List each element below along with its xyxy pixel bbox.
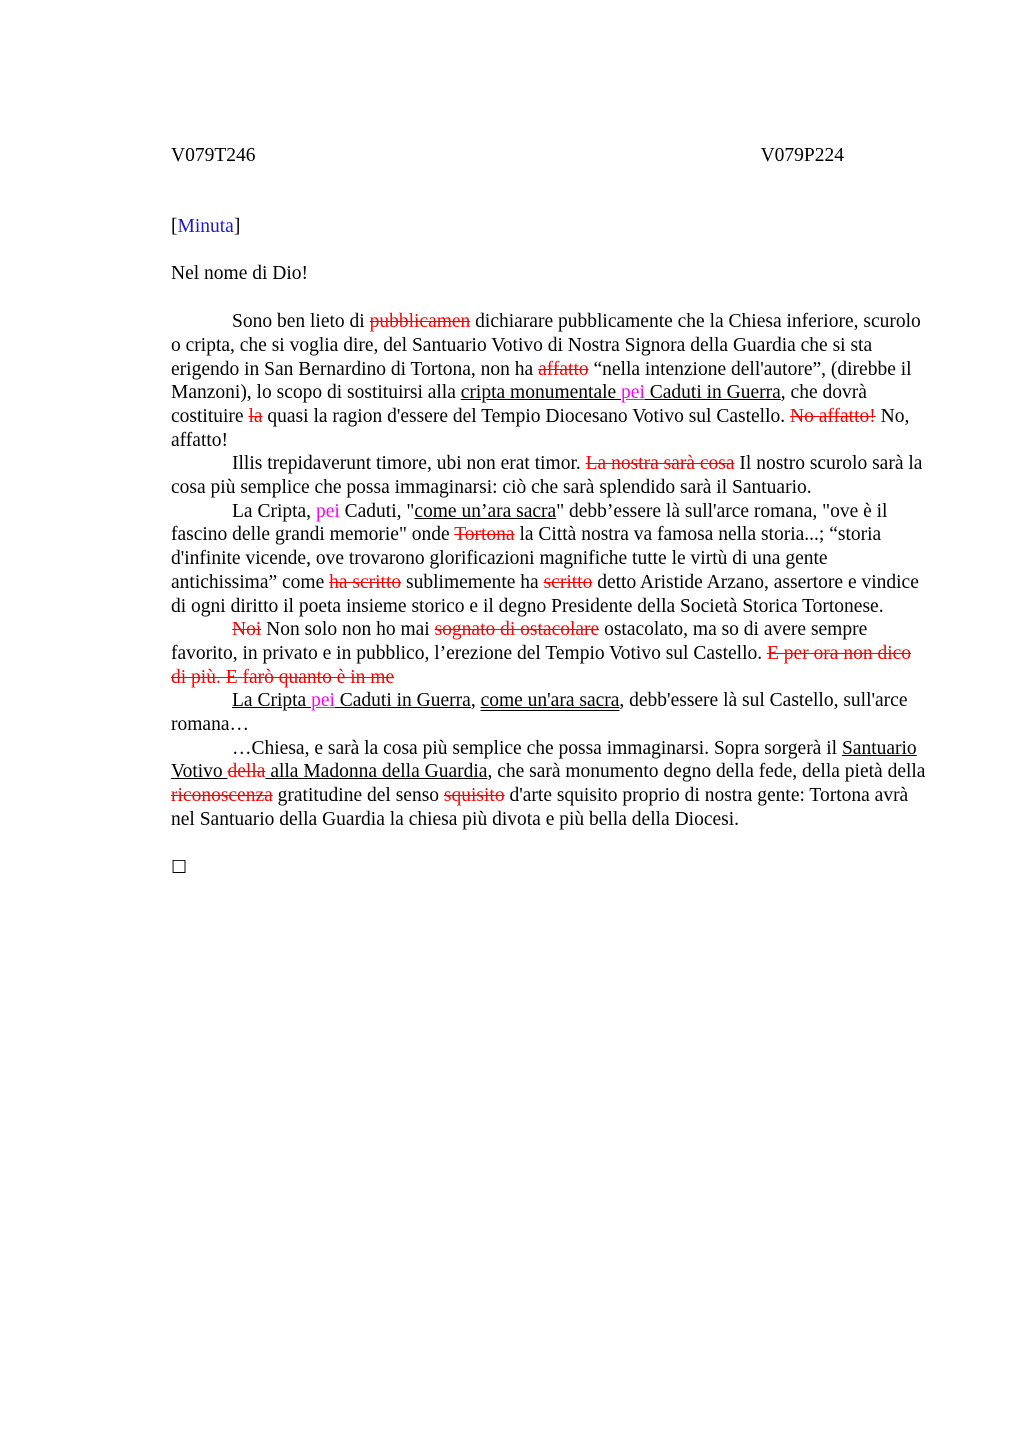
deleted-text: Noi — [232, 619, 262, 641]
bracket-close: ] — [233, 215, 241, 237]
deleted-text: La nostra sarà cosa — [585, 453, 735, 475]
deleted-text: della — [227, 761, 266, 783]
end-mark — [171, 856, 931, 880]
deleted-text: scritto — [543, 571, 593, 593]
deleted-text: Tortona — [454, 524, 515, 546]
underlined-text: come un’ara sacra — [414, 500, 557, 522]
bracket-open: [ — [171, 215, 178, 237]
double-underlined-text: come un'ara sacra — [480, 690, 620, 712]
paragraph-5: La Cripta pei Caduti in Guerra, come un'ara sacra, debb'essere là sul Castello, sull'arce romana… — [171, 690, 908, 736]
inserted-text: pei — [621, 382, 645, 404]
deleted-text: pubblicamen — [369, 311, 471, 333]
checkbox-icon: ☐ — [171, 856, 188, 878]
heading-label: Minuta — [177, 215, 234, 237]
paragraph-1: Sono ben lieto di pubblicamen dichiarare pubblicamente che la Chiesa inferiore, scurolo o cripta, che si voglia dire, del Santuario Votivo di Nostra Signora della Guardia che si sta erigendo in San Bernardino di Tortona, non ha affatto “nella intenzione dell'autore”, (direbbe il Manzoni), lo scopo di sostituirsi alla cripta monumentale pei Caduti in Guerra, che dovrà costituire la quasi la ragion d'essere del Tempio Diocesano Votivo sul Castello. No affatto! No, affatto! — [171, 311, 921, 451]
deleted-text: E per ora non dico di più. E farò quanto è in me — [171, 642, 912, 688]
deleted-text: ha scritto — [329, 571, 402, 593]
salutation: Nel nome di Dio! — [171, 263, 309, 285]
deleted-text: sognato di ostacolare — [434, 619, 600, 641]
document-code-left: V079T246 — [171, 145, 256, 166]
inserted-text: pei — [311, 690, 335, 712]
underlined-text: Caduti in Guerra — [644, 382, 781, 404]
header-codes — [171, 144, 844, 168]
paragraph-2: Illis trepidaverunt timore, ubi non erat timor. La nostra sarà cosa Il nostro scurolo sarà la cosa più semplice che possa immaginarsi: ciò che sarà splendido sarà il Santuario. — [171, 453, 923, 499]
deleted-text: affatto — [538, 358, 589, 380]
deleted-text: riconoscenza — [171, 785, 273, 807]
underlined-text: Santuario Votivo — [171, 737, 917, 783]
paragraph-6: …Chiesa, e sarà la cosa più semplice che possa immaginarsi. Sopra sorgerà il Santuario Votivo della alla Madonna della Guardia, che sarà monumento degno della fede, della pietà della riconoscenza gratitudine del senso squisito d'arte squisito proprio di nostra gente: Tortona avrà nel Santuario della Guardia la chiesa più divota e più bella della Diocesi. — [171, 737, 926, 830]
deleted-text: No affatto! — [790, 405, 876, 427]
document-code-right: V079P224 — [760, 145, 844, 166]
underlined-text: cripta monumentale — [460, 382, 622, 404]
document-heading — [171, 215, 931, 239]
document-page — [171, 144, 931, 879]
underlined-text: Caduti in Guerra — [334, 690, 471, 712]
paragraph-3: La Cripta, pei Caduti, "come un’ara sacra" debb’essere là sull'arce romana, "ove è il fascino delle grandi memorie" onde Tortona la Città nostra va famosa nella storia...; “storia d'infinite vicende, ove trovarono glorificazioni magnifiche tutte le virtù di una gente antichissima” come ha scritto sublimemente ha scritto detto Aristide Arzano, assertore e vindice di ogni diritto il poeta insieme storico e il degno Presidente della Società Storica Tortonese. — [171, 500, 919, 617]
inserted-text: pei — [315, 500, 340, 522]
deleted-text: squisito — [443, 785, 505, 807]
deleted-text: la — [248, 405, 263, 427]
underlined-text: alla Madonna della Guardia — [265, 761, 488, 783]
paragraph-4: Noi Non solo non ho mai sognato di ostacolare ostacolato, ma so di avere sempre favorito, in privato e in pubblico, l’erezione del Tempio Votivo sul Castello. E per ora non dico di più. E farò quanto è in me — [171, 619, 912, 688]
underlined-text: La Cripta — [232, 690, 312, 712]
